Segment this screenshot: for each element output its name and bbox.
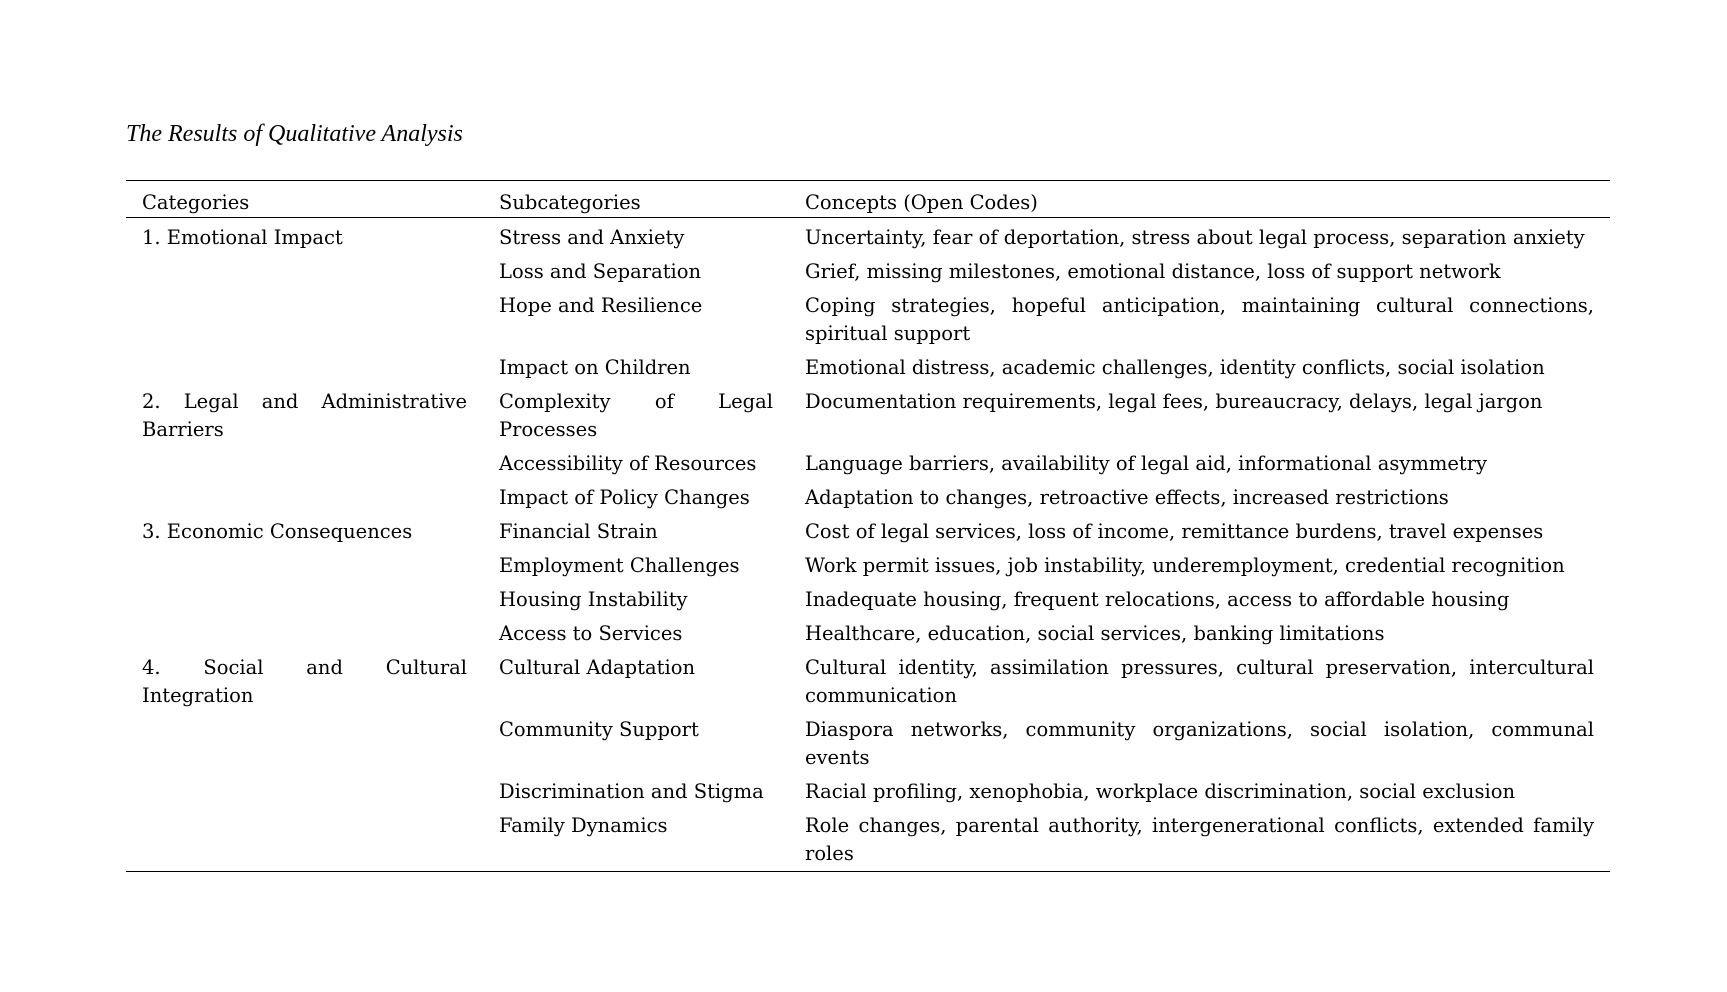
cell-subcategory: Employment Challenges [499, 554, 740, 577]
cell-category: 4. Social and Cultural Integration [142, 656, 467, 707]
table-row [126, 515, 1610, 549]
cell-concepts: Uncertainty, fear of deportation, stress about legal process, separation anxiety [805, 226, 1585, 249]
table-row [126, 549, 1610, 583]
cell-concepts: Coping strategies, hopeful anticipation, maintaining cultural connections, spiritual support [805, 294, 1594, 345]
cell-subcategory: Discrimination and Stigma [499, 780, 764, 803]
results-table [126, 180, 1610, 872]
cell-subcategory: Financial Strain [499, 520, 658, 543]
cell-concepts: Diaspora networks, community organizations, social isolation, communal events [805, 718, 1594, 769]
header-concepts: Concepts (Open Codes) [805, 191, 1038, 214]
cell-subcategory: Hope and Resilience [499, 294, 703, 317]
cell-concepts: Work permit issues, job instability, underemployment, credential recognition [805, 554, 1565, 577]
cell-concepts: Role changes, parental authority, intergenerational conflicts, extended family roles [805, 814, 1594, 865]
cell-category [126, 549, 483, 583]
cell-concepts: Documentation requirements, legal fees, bureaucracy, delays, legal jargon [805, 390, 1543, 413]
cell-concepts: Inadequate housing, frequent relocations, access to affordable housing [805, 588, 1510, 611]
cell-category [126, 713, 483, 775]
cell-category [126, 351, 483, 385]
cell-category: 1. Emotional Impact [142, 226, 343, 249]
cell-category: 2. Legal and Administrative Barriers [142, 390, 467, 441]
document-page [126, 120, 1610, 872]
header-subcategories: Subcategories [499, 191, 641, 214]
cell-category: 3. Economic Consequences [142, 520, 413, 543]
table-row [126, 218, 1610, 256]
cell-subcategory: Impact on Children [499, 356, 691, 379]
cell-concepts: Adaptation to changes, retroactive effects, increased restrictions [805, 486, 1449, 509]
cell-category [126, 289, 483, 351]
table-row [126, 385, 1610, 447]
cell-subcategory: Family Dynamics [499, 814, 668, 837]
cell-category [126, 617, 483, 651]
cell-subcategory: Accessibility of Resources [499, 452, 757, 475]
cell-category [126, 775, 483, 809]
table-row [126, 809, 1610, 872]
table-row [126, 255, 1610, 289]
cell-subcategory: Community Support [499, 718, 699, 741]
cell-subcategory: Stress and Anxiety [499, 226, 685, 249]
cell-category [126, 481, 483, 515]
cell-concepts: Grief, missing milestones, emotional distance, loss of support network [805, 260, 1501, 283]
cell-subcategory: Impact of Policy Changes [499, 486, 750, 509]
cell-subcategory: Housing Instability [499, 588, 688, 611]
table-row [126, 713, 1610, 775]
table-row [126, 351, 1610, 385]
table-row [126, 481, 1610, 515]
table-row [126, 289, 1610, 351]
table-row [126, 583, 1610, 617]
cell-concepts: Language barriers, availability of legal aid, informational asymmetry [805, 452, 1488, 475]
cell-concepts: Emotional distress, academic challenges, identity conflicts, social isolation [805, 356, 1545, 379]
cell-subcategory: Loss and Separation [499, 260, 702, 283]
table-title: The Results of Qualitative Analysis [126, 121, 463, 147]
table-row [126, 447, 1610, 481]
cell-category [126, 583, 483, 617]
cell-subcategory: Complexity of Legal Processes [499, 390, 773, 441]
cell-category [126, 255, 483, 289]
cell-category [126, 447, 483, 481]
table-row [126, 617, 1610, 651]
cell-subcategory: Access to Services [499, 622, 683, 645]
cell-concepts: Racial profiling, xenophobia, workplace discrimination, social exclusion [805, 780, 1516, 803]
cell-category [126, 809, 483, 872]
cell-concepts: Healthcare, education, social services, banking limitations [805, 622, 1385, 645]
table-header-row [126, 181, 1610, 218]
cell-subcategory: Cultural Adaptation [499, 656, 695, 679]
table-row [126, 651, 1610, 713]
header-categories: Categories [142, 191, 250, 214]
cell-concepts: Cost of legal services, loss of income, remittance burdens, travel expenses [805, 520, 1544, 543]
table-row [126, 775, 1610, 809]
table-body [126, 218, 1610, 872]
cell-concepts: Cultural identity, assimilation pressures, cultural preservation, intercultural communication [805, 656, 1594, 707]
